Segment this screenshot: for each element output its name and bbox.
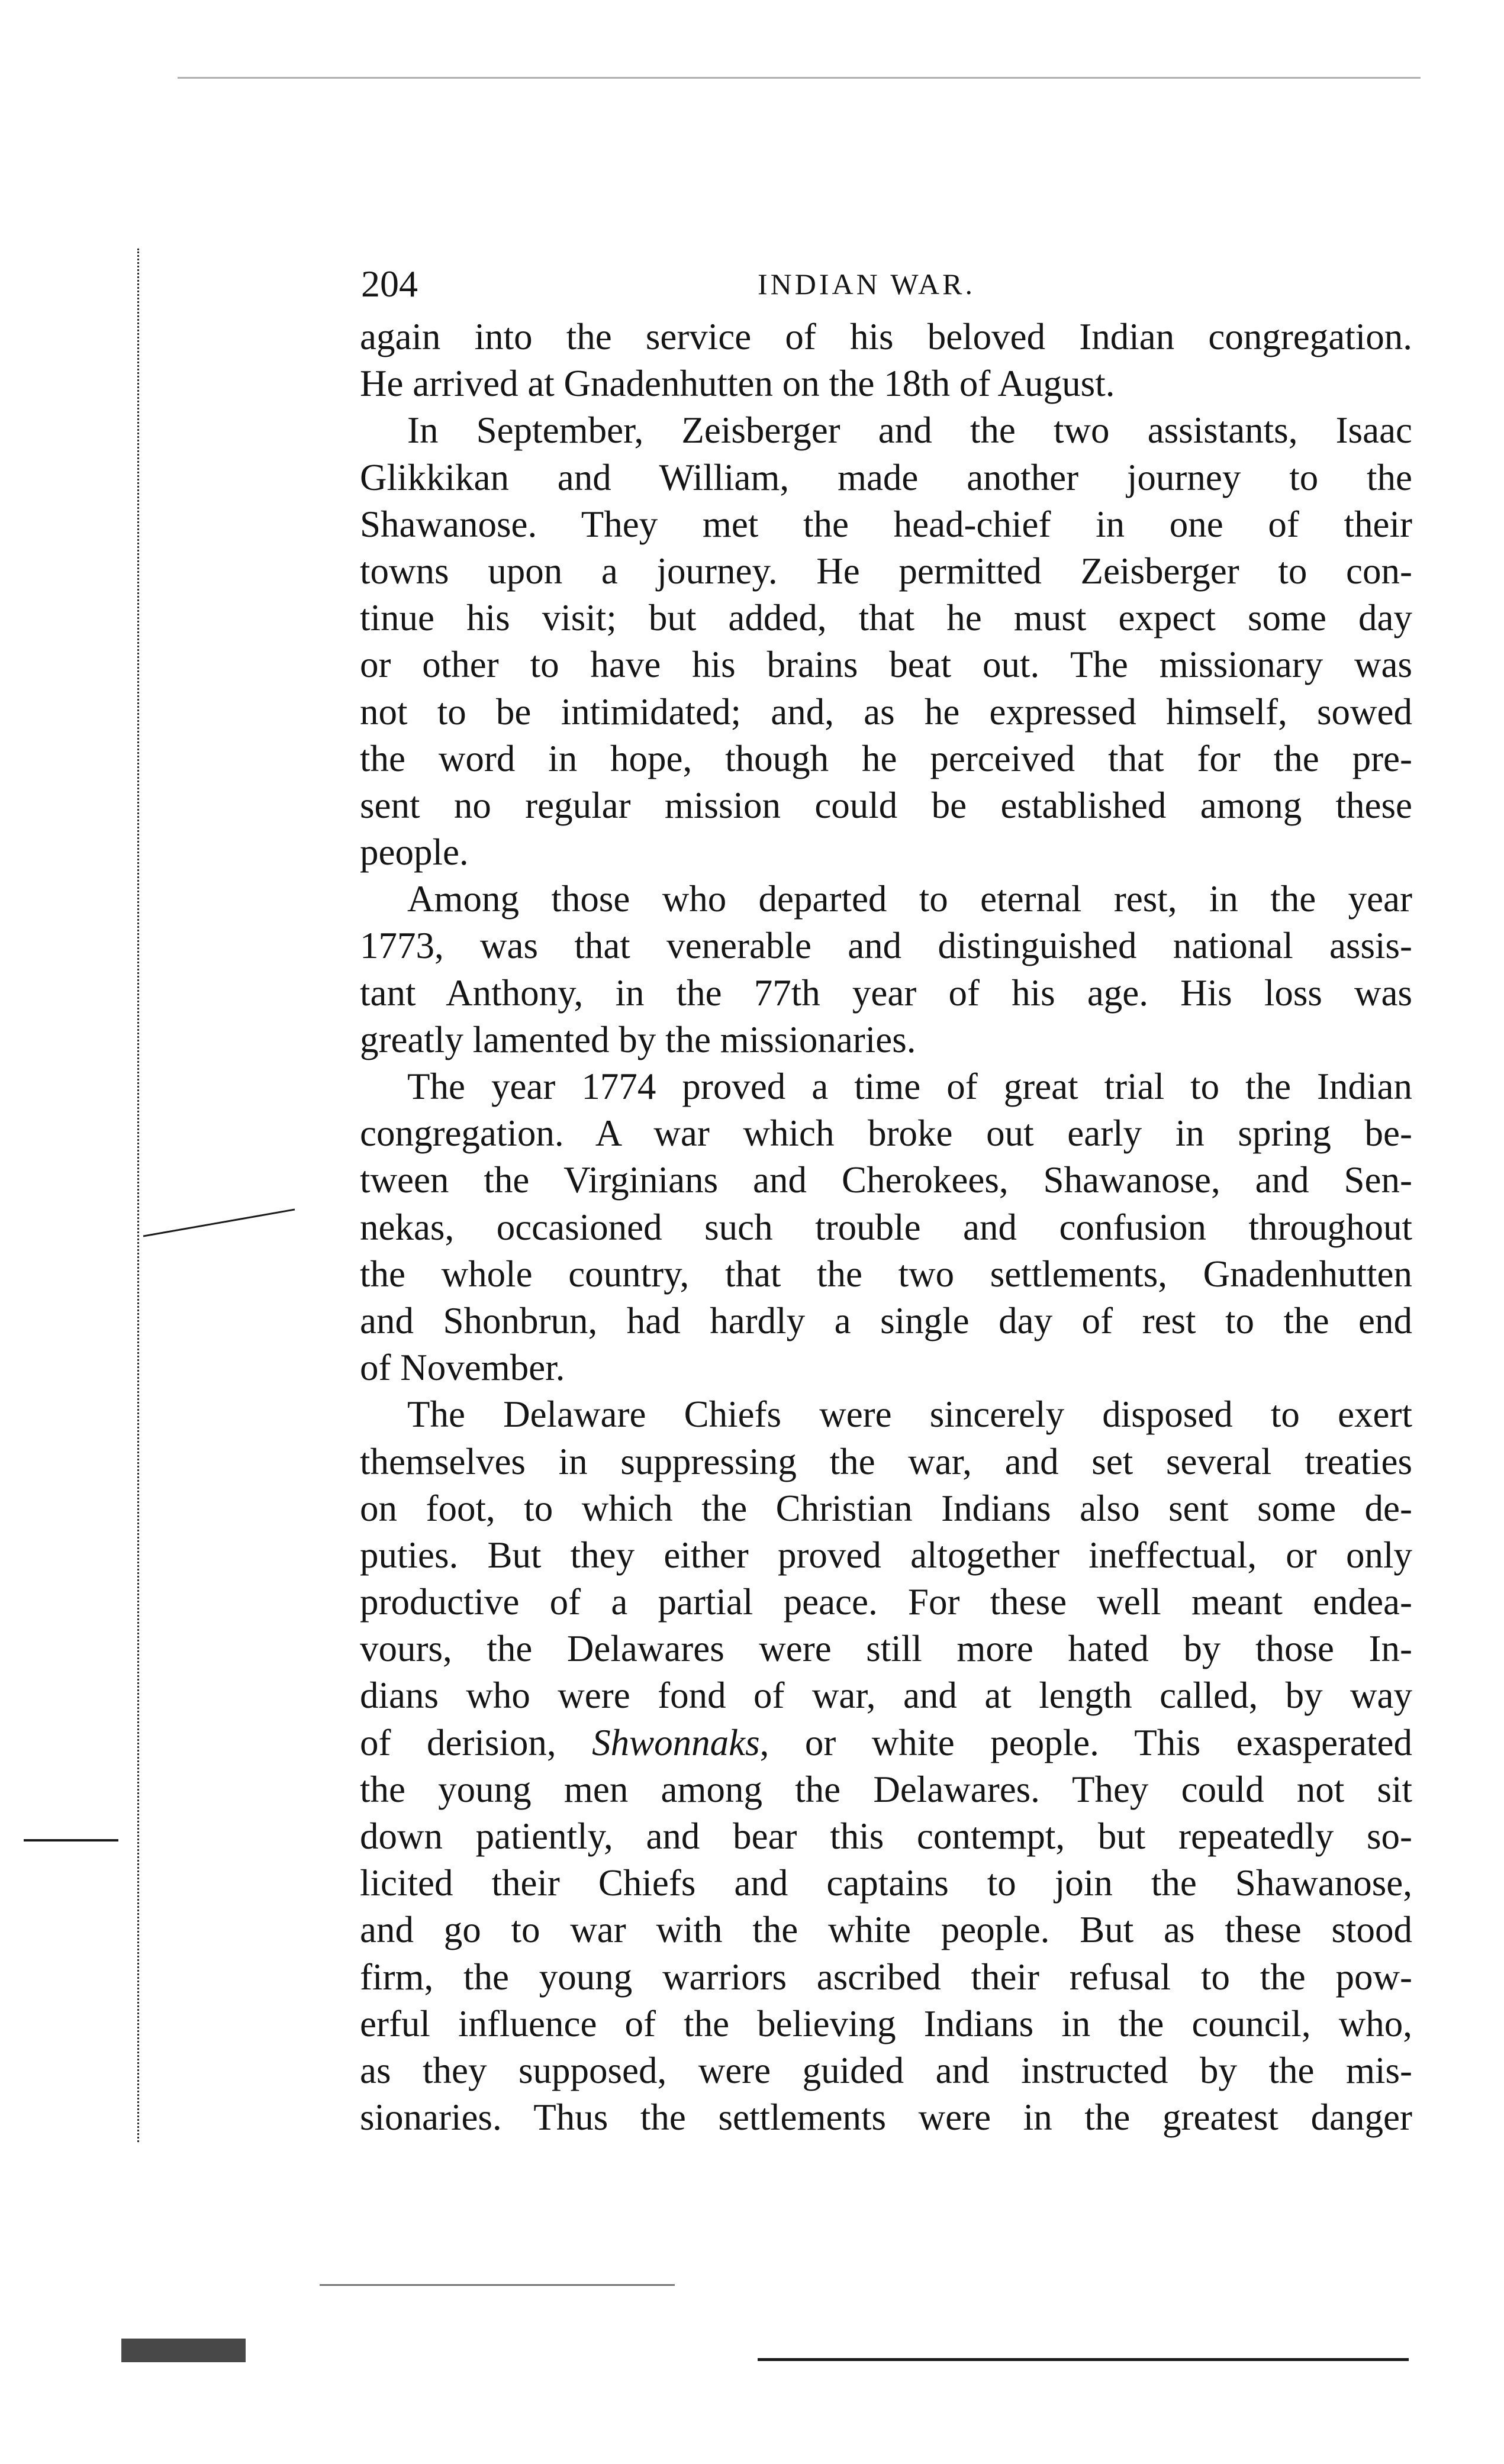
text-line: and go to war with the white people. But as these stood xyxy=(360,1909,1412,1951)
paragraph xyxy=(360,407,1412,876)
text-line: He arrived at Gnadenhutten on the 18th of August. xyxy=(360,363,1115,405)
body-text xyxy=(360,314,1412,2141)
text-line: Among those who departed to eternal rest, in the year xyxy=(407,878,1412,920)
left-margin-dash-mark xyxy=(24,1839,118,1841)
paragraph xyxy=(360,876,1412,1063)
paragraph xyxy=(360,1391,1412,2141)
text-line: Shawanose. They met the head-chief in one of their xyxy=(360,503,1412,545)
page-number: 204 xyxy=(361,263,418,305)
text-line: 1773, was that venerable and distinguished national assis- xyxy=(360,925,1412,967)
text-line: the word in hope, though he perceived that for the pre- xyxy=(360,737,1412,779)
text-line: the young men among the Delawares. They could not sit xyxy=(360,1768,1412,1810)
text-line: on foot, to which the Christian Indians also sent some de- xyxy=(360,1487,1412,1529)
text-line: productive of a partial peace. For these well meant endea- xyxy=(360,1581,1412,1623)
text-line: tween the Virginians and Cherokees, Shawanose, and Sen- xyxy=(360,1159,1412,1201)
text-line: or other to have his brains beat out. The missionary was xyxy=(360,644,1412,686)
left-margin-scan-noise xyxy=(137,249,139,2142)
paragraph xyxy=(360,314,1412,407)
italic-word: Shwonnaks xyxy=(592,1721,760,1763)
bottom-scan-smudge xyxy=(121,2339,246,2362)
text-segment: , or white people. This exasperated xyxy=(759,1721,1412,1763)
text-line: sent no regular mission could be established among these xyxy=(360,784,1412,826)
text-line: nekas, occasioned such trouble and confusion throughout xyxy=(360,1206,1412,1248)
text-line: Glikkikan and William, made another journey to the xyxy=(360,456,1412,498)
text-line: the whole country, that the two settlements, Gnadenhutten xyxy=(360,1253,1412,1295)
text-line: In September, Zeisberger and the two assistants, Isaac xyxy=(407,409,1412,451)
left-margin-dash-mark xyxy=(143,1208,295,1237)
text-line: The Delaware Chiefs were sincerely disposed to exert xyxy=(407,1394,1412,1436)
text-line-with-italic xyxy=(360,1720,1412,1766)
text-line: tinue his visit; but added, that he must expect some day xyxy=(360,597,1412,639)
text-line: and Shonbrun, had hardly a single day of rest to the end xyxy=(360,1299,1412,1341)
top-scan-line xyxy=(178,77,1421,79)
text-line: as they supposed, were guided and instructed by the mis- xyxy=(360,2049,1412,2091)
text-line: erful influence of the believing Indians in the council, who, xyxy=(360,2002,1412,2044)
text-line: licited their Chiefs and captains to join the Shawanose, xyxy=(360,1862,1412,1904)
text-line: not to be intimidated; and, as he expressed himself, sowed xyxy=(360,691,1412,733)
text-segment: of derision, xyxy=(360,1721,592,1763)
text-line: of November. xyxy=(360,1347,565,1389)
text-line: vours, the Delawares were still more hated by those In- xyxy=(360,1628,1412,1670)
bottom-scan-line xyxy=(320,2284,675,2286)
text-line: greatly lamented by the missionaries. xyxy=(360,1018,916,1060)
text-line: The year 1774 proved a time of great trial to the Indian xyxy=(407,1066,1412,1107)
text-line: puties. But they either proved altogether ineffectual, or only xyxy=(360,1534,1412,1576)
bottom-scan-line xyxy=(758,2358,1409,2361)
text-line: tant Anthony, in the 77th year of his age. His loss was xyxy=(360,972,1412,1014)
text-line: firm, the young warriors ascribed their refusal to the pow- xyxy=(360,1956,1412,1998)
running-title: INDIAN WAR. xyxy=(758,267,975,301)
text-line: towns upon a journey. He permitted Zeisberger to con- xyxy=(360,550,1412,592)
text-line: dians who were fond of war, and at length called, by way xyxy=(360,1675,1412,1717)
running-head xyxy=(361,260,1421,308)
paragraph xyxy=(360,1063,1412,1391)
text-line: congregation. A war which broke out early in spring be- xyxy=(360,1112,1412,1154)
text-line: down patiently, and bear this contempt, but repeatedly so- xyxy=(360,1815,1412,1857)
text-line: sionaries. Thus the settlements were in the greatest danger xyxy=(360,2097,1412,2139)
text-line: themselves in suppressing the war, and set several treaties xyxy=(360,1440,1412,1482)
text-line: again into the service of his beloved Indian congregation. xyxy=(360,316,1412,357)
text-line: people. xyxy=(360,831,469,873)
